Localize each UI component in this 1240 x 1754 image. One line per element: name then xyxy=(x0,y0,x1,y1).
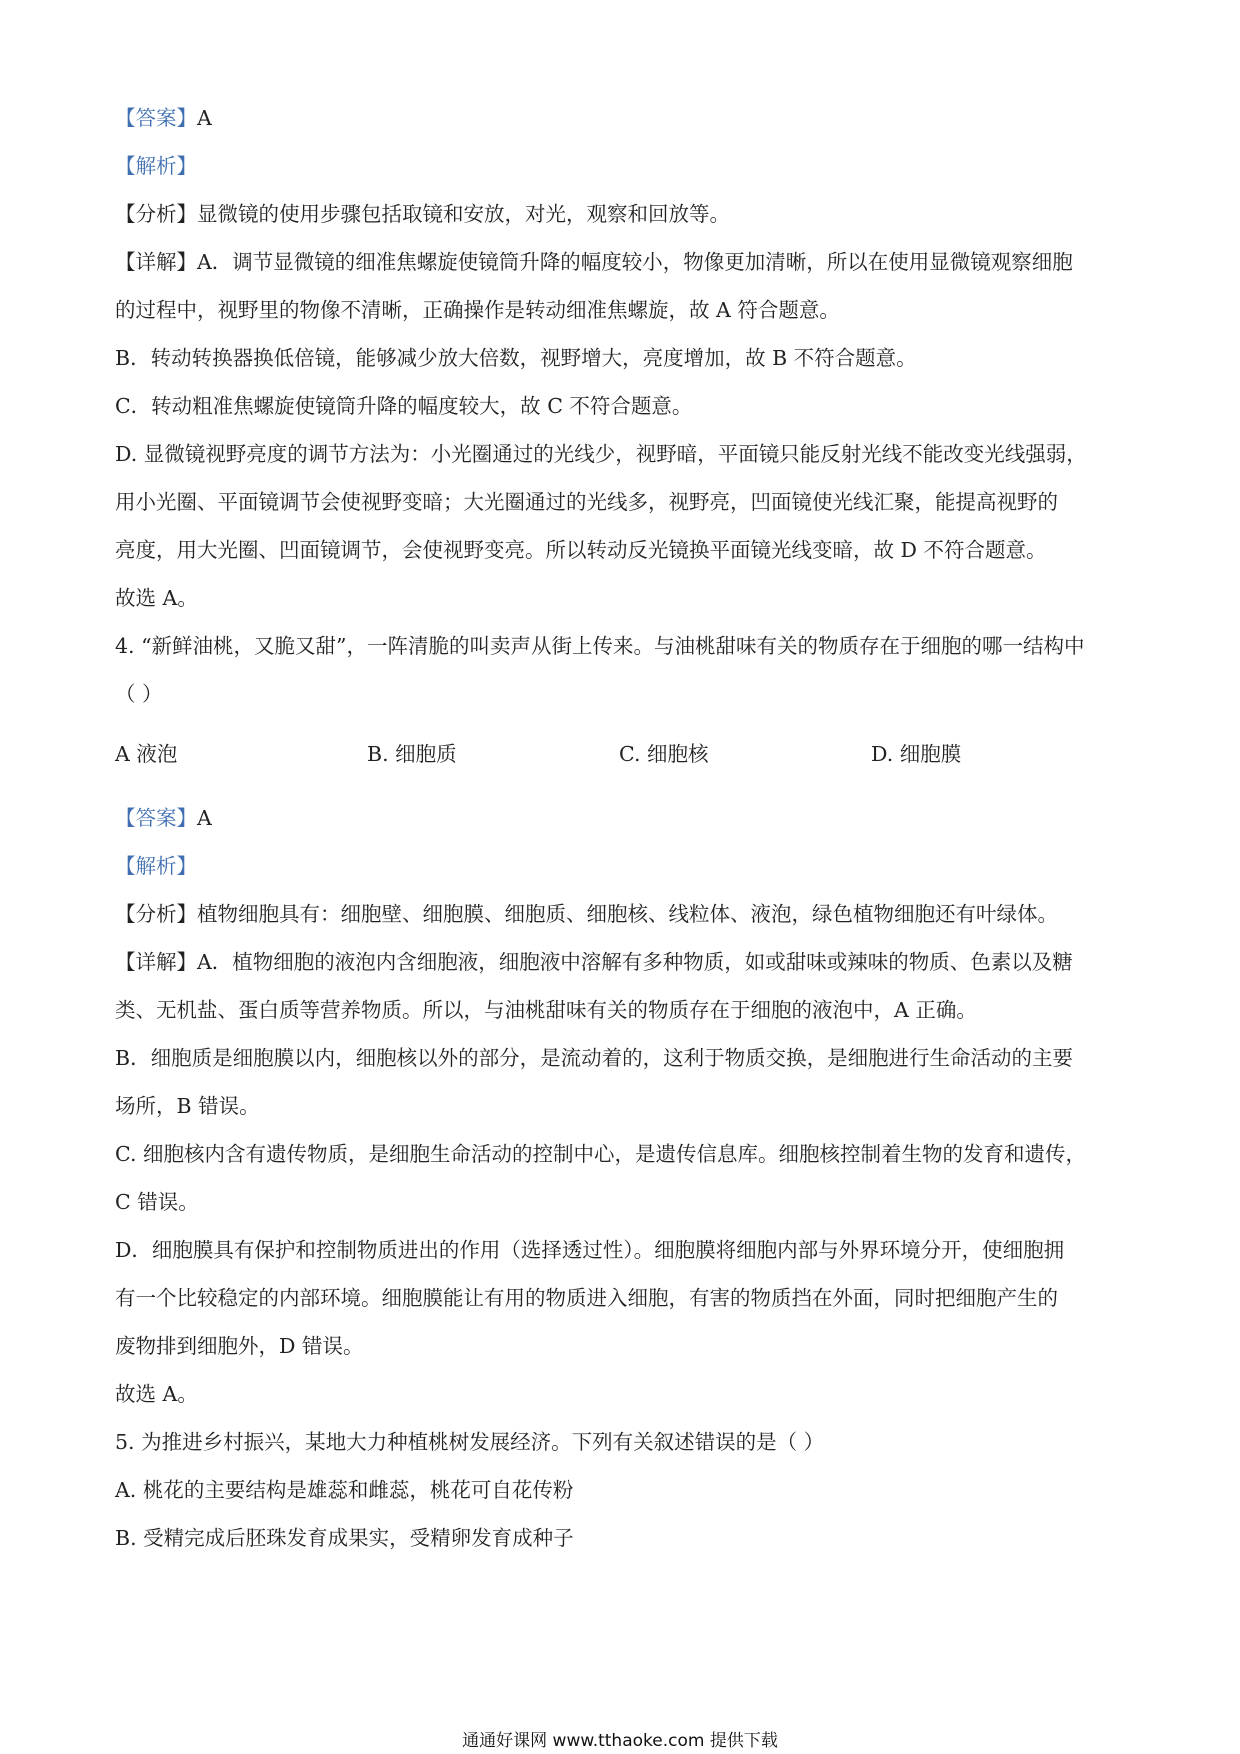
q4-answer xyxy=(115,804,1125,832)
q4-detail-line: C 错误。 xyxy=(115,1190,199,1214)
q4-analysis-line: 【分析】植物细胞具有：细胞壁、细胞膜、细胞质、细胞核、线粒体、液泡，绿色植物细胞还有叶绿体。 xyxy=(115,902,1058,926)
q4-option-a: A 液泡 xyxy=(115,742,178,766)
answer-value: A xyxy=(197,806,212,830)
q4-analysis-tag: 【解析】 xyxy=(115,854,197,878)
q4-option-d: D. 细胞膜 xyxy=(871,742,962,766)
q3-conclusion: 故选 A。 xyxy=(115,586,198,610)
q4-stem: 4. “新鲜油桃，又脆又甜”，一阵清脆的叫卖声从街上传来。与油桃甜味有关的物质存在于细胞的哪一结构中 xyxy=(115,634,1085,658)
q5-option-b: B. 受精完成后胚珠发育成果实，受精卵发育成种子 xyxy=(115,1526,574,1550)
q4-detail-line: 【详解】A．植物细胞的液泡内含细胞液，细胞液中溶解有多种物质，如或甜味或辣味的物质、色素以及糖 xyxy=(115,950,1073,974)
q4-stem-bracket: （ ） xyxy=(115,682,163,706)
answer-value: A xyxy=(197,106,212,130)
q5-stem: 5. 为推进乡村振兴，某地大力种植桃树发展经济。下列有关叙述错误的是（ ） xyxy=(115,1430,825,1454)
page-footer: 通通好课网 www.tthaoke.com 提供下载 xyxy=(462,1731,778,1751)
q4-option-c: C. 细胞核 xyxy=(619,742,709,766)
q3-analysis-tag: 【解析】 xyxy=(115,154,197,178)
q3-answer xyxy=(115,104,1125,132)
q3-analysis-line: 【分析】显微镜的使用步骤包括取镜和安放，对光，观察和回放等。 xyxy=(115,202,730,226)
q5-option-a: A. 桃花的主要结构是雄蕊和雌蕊，桃花可自花传粉 xyxy=(115,1478,574,1502)
q4-detail-line: D．细胞膜具有保护和控制物质进出的作用（选择透过性）。细胞膜将细胞内部与外界环境分开，使细胞拥 xyxy=(115,1238,1065,1262)
q3-detail-line: 用小光圈、平面镜调节会使视野变暗；大光圈通过的光线多，视野亮，凹面镜使光线汇聚，能提高视野的 xyxy=(115,490,1058,514)
q4-detail-line: 有一个比较稳定的内部环境。细胞膜能让有用的物质进入细胞，有害的物质挡在外面，同时把细胞产生的 xyxy=(115,1286,1058,1310)
q4-option-b: B. 细胞质 xyxy=(367,742,457,766)
q4-detail-line: C. 细胞核内含有遗传物质，是细胞生命活动的控制中心，是遗传信息库。细胞核控制着生物的发育和遗传， xyxy=(115,1142,1086,1166)
q4-detail-line: 场所，B 错误。 xyxy=(115,1094,260,1118)
q3-detail-line: 【详解】A．调节显微镜的细准焦螺旋使镜筒升降的幅度较小，物像更加清晰，所以在使用显微镜观察细胞 xyxy=(115,250,1073,274)
answer-tag: 【答案】 xyxy=(115,806,197,830)
q3-detail-line: C．转动粗准焦螺旋使镜筒升降的幅度较大，故 C 不符合题意。 xyxy=(115,394,693,418)
q4-detail-line: 废物排到细胞外，D 错误。 xyxy=(115,1334,364,1358)
q3-detail-line: D. 显微镜视野亮度的调节方法为：小光圈通过的光线少，视野暗，平面镜只能反射光线不能改变光线强弱， xyxy=(115,442,1087,466)
q4-conclusion: 故选 A。 xyxy=(115,1382,198,1406)
answer-tag: 【答案】 xyxy=(115,106,197,130)
q4-detail-line: B．细胞质是细胞膜以内，细胞核以外的部分，是流动着的，这利于物质交换，是细胞进行生命活动的主要 xyxy=(115,1046,1074,1070)
q3-detail-line: 亮度，用大光圈、凹面镜调节，会使视野变亮。所以转动反光镜换平面镜光线变暗，故 D 不符合题意。 xyxy=(115,538,1047,562)
q3-detail-line: B．转动转换器换低倍镜，能够减少放大倍数，视野增大，亮度增加，故 B 不符合题意。 xyxy=(115,346,917,370)
q4-detail-line: 类、无机盐、蛋白质等营养物质。所以，与油桃甜味有关的物质存在于细胞的液泡中，A 正确。 xyxy=(115,998,977,1022)
q3-detail-line: 的过程中，视野里的物像不清晰，正确操作是转动细准焦螺旋，故 A 符合题意。 xyxy=(115,298,840,322)
